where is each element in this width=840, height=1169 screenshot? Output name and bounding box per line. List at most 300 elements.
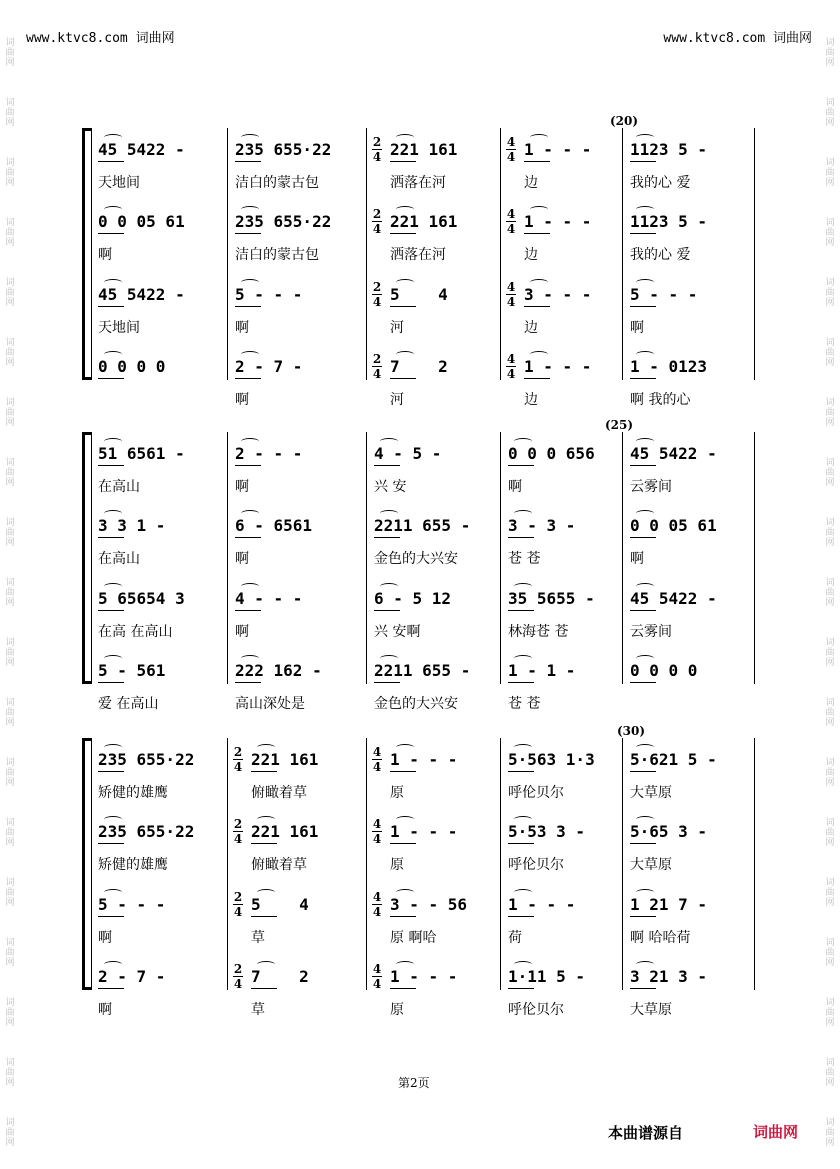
time-signature-bottom: 4 xyxy=(506,367,516,381)
time-signature-bottom: 4 xyxy=(372,905,382,919)
watermark-glyph: 词 曲 网 xyxy=(825,98,835,128)
lyric-text: 呼伦贝尔 xyxy=(508,1002,564,1018)
system-start-line xyxy=(91,432,92,684)
lyric-text: 矫健的雄鹰 xyxy=(98,857,168,873)
watermark-strip-right xyxy=(822,0,838,1169)
beam-underline xyxy=(630,843,656,844)
time-signature xyxy=(506,281,516,308)
lyric-text: 啊 xyxy=(235,624,249,640)
note-measure: 6 - 6561 xyxy=(235,516,313,535)
lyric-text: 高山深处是 xyxy=(235,696,305,712)
watermark-glyph: 词 曲 网 xyxy=(5,98,15,128)
time-signature xyxy=(506,208,516,235)
slur-mark xyxy=(241,134,259,141)
barline xyxy=(622,738,623,990)
barline xyxy=(754,738,755,990)
slur-mark xyxy=(104,583,122,590)
time-signature xyxy=(372,281,382,308)
note-measure: 45 5422 - xyxy=(98,140,185,159)
beam-underline xyxy=(390,843,416,844)
beam-underline xyxy=(390,233,416,234)
lyric-text: 啊 xyxy=(508,479,522,495)
lyric-text: 啊 xyxy=(235,551,249,567)
slur-mark xyxy=(636,351,654,358)
slur-mark xyxy=(380,655,398,662)
lyric-text: 矫健的雄鹰 xyxy=(98,785,168,801)
time-signature-bottom: 4 xyxy=(233,905,243,919)
note-measure: 5 - - - xyxy=(98,895,166,914)
time-signature-top: 2 xyxy=(233,745,243,759)
note-measure: 3 - - - xyxy=(524,285,592,304)
watermark-glyph: 词 曲 网 xyxy=(5,218,15,248)
time-signature-top: 4 xyxy=(372,817,382,831)
time-signature-top: 2 xyxy=(233,890,243,904)
beam-underline xyxy=(524,378,550,379)
lyric-text: 洁白的蒙古包 xyxy=(235,247,319,263)
slur-mark xyxy=(636,206,654,213)
slur-mark xyxy=(396,134,414,141)
time-signature-bottom: 4 xyxy=(372,977,382,991)
source-label: 本曲谱源自 xyxy=(608,1124,684,1142)
lyric-text: 在高山 xyxy=(98,479,140,495)
time-signature-bottom: 4 xyxy=(506,295,516,309)
beam-underline xyxy=(235,233,261,234)
beam-underline xyxy=(630,306,656,307)
beam-underline xyxy=(235,161,261,162)
slur-mark xyxy=(104,134,122,141)
lyric-text: 兴 安 xyxy=(374,479,407,495)
lyric-text: 啊 xyxy=(235,479,249,495)
watermark-glyph: 词 曲 网 xyxy=(5,998,15,1028)
lyric-text: 河 xyxy=(390,320,404,336)
slur-mark xyxy=(380,583,398,590)
slur-mark xyxy=(396,744,414,751)
slur-mark xyxy=(104,279,122,286)
note-measure: 3 3 1 - xyxy=(98,516,166,535)
beam-underline xyxy=(508,537,534,538)
barline xyxy=(754,128,755,380)
system-start-line xyxy=(91,738,92,990)
barline xyxy=(500,128,501,380)
barline xyxy=(366,128,367,380)
watermark-glyph: 词 曲 网 xyxy=(825,278,835,308)
beam-underline xyxy=(98,233,124,234)
note-measure: 235 655·22 xyxy=(235,140,332,159)
note-measure: 1·11 5 - xyxy=(508,967,586,986)
slur-mark xyxy=(396,889,414,896)
beam-underline xyxy=(390,916,416,917)
slur-mark xyxy=(396,279,414,286)
watermark-glyph: 词 曲 网 xyxy=(825,998,835,1028)
lyric-text: 啊 xyxy=(98,247,112,263)
time-signature-top: 2 xyxy=(372,352,382,366)
time-signature-top: 2 xyxy=(372,280,382,294)
note-measure: 7 2 xyxy=(251,967,309,986)
beam-underline xyxy=(630,161,656,162)
time-signature-top: 2 xyxy=(233,962,243,976)
watermark-glyph: 词 曲 网 xyxy=(5,818,15,848)
lyric-text: 洁白的蒙古包 xyxy=(235,175,319,191)
lyric-text: 啊 xyxy=(235,392,249,408)
note-measure: 0 0 05 61 xyxy=(98,212,185,231)
lyric-text: 林海苍 苍 xyxy=(508,624,569,640)
time-signature-bottom: 4 xyxy=(372,295,382,309)
time-signature xyxy=(506,136,516,163)
slur-mark xyxy=(104,655,122,662)
slur-mark xyxy=(257,816,275,823)
beam-underline xyxy=(508,610,534,611)
beam-underline xyxy=(630,378,656,379)
time-signature-bottom: 4 xyxy=(372,832,382,846)
slur-mark xyxy=(104,351,122,358)
system-bracket xyxy=(82,128,91,380)
system-start-line xyxy=(91,128,92,380)
time-signature-bottom: 4 xyxy=(372,760,382,774)
watermark-glyph: 词 曲 网 xyxy=(5,758,15,788)
beam-underline xyxy=(390,161,416,162)
note-measure: 1 - - - xyxy=(524,212,592,231)
lyric-text: 天地间 xyxy=(98,175,140,191)
beam-underline xyxy=(235,682,261,683)
note-measure: 222 162 - xyxy=(235,661,322,680)
note-measure: 2211 655 - xyxy=(374,516,471,535)
slur-mark xyxy=(636,583,654,590)
score-system xyxy=(82,738,754,1018)
note-measure: 5·563 1·3 xyxy=(508,750,595,769)
lyric-text: 天地间 xyxy=(98,320,140,336)
lyric-text: 呼伦贝尔 xyxy=(508,785,564,801)
slur-mark xyxy=(396,816,414,823)
slur-mark xyxy=(104,816,122,823)
lyric-text: 俯瞰着草 xyxy=(251,785,307,801)
slur-mark xyxy=(104,438,122,445)
beam-underline xyxy=(508,843,534,844)
watermark-glyph: 词 曲 网 xyxy=(5,278,15,308)
watermark-glyph: 词 曲 网 xyxy=(5,338,15,368)
slur-mark xyxy=(241,206,259,213)
score-system xyxy=(82,432,754,712)
beam-underline xyxy=(390,378,416,379)
beam-underline xyxy=(374,465,400,466)
beam-underline xyxy=(508,916,534,917)
note-measure: 0 0 0 656 xyxy=(508,444,595,463)
barline xyxy=(366,738,367,990)
watermark-glyph: 词 曲 网 xyxy=(825,38,835,68)
watermark-glyph: 词 曲 网 xyxy=(825,698,835,728)
slur-mark xyxy=(257,889,275,896)
note-measure: 5·621 5 - xyxy=(630,750,717,769)
slur-mark xyxy=(514,816,532,823)
slur-mark xyxy=(636,744,654,751)
note-measure: 45 5422 - xyxy=(630,444,717,463)
beam-underline xyxy=(630,916,656,917)
note-measure: 7 2 xyxy=(390,357,448,376)
slur-mark xyxy=(104,510,122,517)
watermark-glyph: 词 曲 网 xyxy=(825,758,835,788)
site-header-left[interactable]: www.ktvc8.com 词曲网 xyxy=(26,31,175,46)
note-measure: 1 - - - xyxy=(390,750,458,769)
note-measure: 1123 5 - xyxy=(630,212,708,231)
site-header-right[interactable]: www.ktvc8.com 词曲网 xyxy=(663,31,812,46)
lyric-text: 草 xyxy=(251,930,265,946)
watermark-glyph: 词 曲 网 xyxy=(825,938,835,968)
note-measure: 1 - 1 - xyxy=(508,661,576,680)
beam-underline xyxy=(630,233,656,234)
beam-underline xyxy=(374,682,400,683)
slur-mark xyxy=(636,889,654,896)
watermark-glyph: 词 曲 网 xyxy=(825,398,835,428)
note-measure: 235 655·22 xyxy=(235,212,332,231)
note-measure: 0 0 0 0 xyxy=(630,661,698,680)
slur-mark xyxy=(257,744,275,751)
slur-mark xyxy=(514,961,532,968)
beam-underline xyxy=(508,771,534,772)
beam-underline xyxy=(235,465,261,466)
watermark-glyph: 词 曲 网 xyxy=(825,578,835,608)
lyric-text: 河 xyxy=(390,392,404,408)
slur-mark xyxy=(530,279,548,286)
lyric-text: 云雾间 xyxy=(630,479,672,495)
time-signature-top: 4 xyxy=(506,352,516,366)
note-measure: 1 - - - xyxy=(524,140,592,159)
slur-mark xyxy=(530,206,548,213)
beam-underline xyxy=(98,682,124,683)
slur-mark xyxy=(530,134,548,141)
note-measure: 5·65 3 - xyxy=(630,822,708,841)
note-measure: 2 - 7 - xyxy=(98,967,166,986)
slur-mark xyxy=(104,206,122,213)
beam-underline xyxy=(251,771,277,772)
slur-mark xyxy=(636,655,654,662)
time-signature xyxy=(233,818,243,845)
beam-underline xyxy=(630,988,656,989)
time-signature xyxy=(233,746,243,773)
lyric-text: 在高山 xyxy=(98,551,140,567)
beam-underline xyxy=(508,465,534,466)
time-signature-top: 4 xyxy=(372,890,382,904)
page-number: 第2页 xyxy=(398,1076,430,1090)
watermark-glyph: 词 曲 网 xyxy=(825,638,835,668)
slur-mark xyxy=(241,655,259,662)
measure-number: (25) xyxy=(605,418,634,432)
slur-mark xyxy=(636,134,654,141)
note-measure: 2 - 7 - xyxy=(235,357,303,376)
time-signature-bottom: 4 xyxy=(233,832,243,846)
slur-mark xyxy=(241,351,259,358)
time-signature xyxy=(372,353,382,380)
time-signature xyxy=(233,963,243,990)
lyric-text: 草 xyxy=(251,1002,265,1018)
lyric-text: 啊 xyxy=(98,1002,112,1018)
note-measure: 3 21 3 - xyxy=(630,967,708,986)
time-signature xyxy=(233,891,243,918)
lyric-text: 大草原 xyxy=(630,785,672,801)
lyric-text: 洒落在河 xyxy=(390,175,446,191)
note-measure: 5·53 3 - xyxy=(508,822,586,841)
note-measure: 45 5422 - xyxy=(630,589,717,608)
beam-underline xyxy=(374,610,400,611)
note-measure: 3 - 3 - xyxy=(508,516,576,535)
barline xyxy=(227,432,228,684)
slur-mark xyxy=(104,961,122,968)
beam-underline xyxy=(630,682,656,683)
note-measure: 4 - - - xyxy=(235,589,303,608)
score-system xyxy=(82,128,754,408)
note-measure: 45 5422 - xyxy=(98,285,185,304)
slur-mark xyxy=(514,889,532,896)
beam-underline xyxy=(390,988,416,989)
slur-mark xyxy=(241,279,259,286)
note-measure: 5 - 561 xyxy=(98,661,166,680)
time-signature xyxy=(372,136,382,163)
slur-mark xyxy=(514,744,532,751)
slur-mark xyxy=(380,510,398,517)
lyric-text: 原 xyxy=(390,857,404,873)
lyric-text: 荷 xyxy=(508,930,522,946)
beam-underline xyxy=(98,378,124,379)
note-measure: 1 - - - xyxy=(524,357,592,376)
watermark-glyph: 词 曲 网 xyxy=(825,338,835,368)
time-signature-bottom: 4 xyxy=(233,977,243,991)
beam-underline xyxy=(630,465,656,466)
note-measure: 4 - 5 - xyxy=(374,444,442,463)
watermark-glyph: 词 曲 网 xyxy=(5,398,15,428)
beam-underline xyxy=(251,988,277,989)
slur-mark xyxy=(104,889,122,896)
time-signature xyxy=(372,891,382,918)
slur-mark xyxy=(241,583,259,590)
beam-underline xyxy=(98,988,124,989)
lyric-text: 洒落在河 xyxy=(390,247,446,263)
watermark-glyph: 词 曲 网 xyxy=(5,458,15,488)
time-signature xyxy=(372,208,382,235)
beam-underline xyxy=(235,610,261,611)
note-measure: 6 - 5 12 xyxy=(374,589,452,608)
watermark-glyph: 词 曲 网 xyxy=(825,218,835,248)
lyric-text: 大草原 xyxy=(630,857,672,873)
watermark-glyph: 词 曲 网 xyxy=(5,638,15,668)
slur-mark xyxy=(380,438,398,445)
beam-underline xyxy=(630,610,656,611)
note-measure: 1 - - - xyxy=(390,822,458,841)
lyric-text: 苍 苍 xyxy=(508,551,541,567)
barline xyxy=(500,738,501,990)
beam-underline xyxy=(390,306,416,307)
time-signature-top: 4 xyxy=(372,962,382,976)
time-signature-bottom: 4 xyxy=(372,150,382,164)
time-signature-top: 4 xyxy=(506,135,516,149)
lyric-text: 云雾间 xyxy=(630,624,672,640)
note-measure: 5 4 xyxy=(390,285,448,304)
beam-underline xyxy=(630,771,656,772)
lyric-text: 大草原 xyxy=(630,1002,672,1018)
time-signature xyxy=(506,353,516,380)
note-measure: 2 - - - xyxy=(235,444,303,463)
watermark-glyph: 词 曲 网 xyxy=(5,518,15,548)
lyric-text: 原 啊哈 xyxy=(390,930,437,946)
slur-mark xyxy=(636,816,654,823)
time-signature-top: 4 xyxy=(506,207,516,221)
watermark-glyph: 词 曲 网 xyxy=(5,938,15,968)
lyric-text: 原 xyxy=(390,785,404,801)
system-bracket xyxy=(82,432,91,684)
time-signature xyxy=(372,746,382,773)
note-measure: 5 - - - xyxy=(630,285,698,304)
beam-underline xyxy=(98,306,124,307)
lyric-text: 边 xyxy=(524,175,538,191)
beam-underline xyxy=(98,771,124,772)
beam-underline xyxy=(98,465,124,466)
beam-underline xyxy=(524,233,550,234)
brand-logo[interactable]: 词曲网 xyxy=(753,1123,799,1141)
watermark-glyph: 词 曲 网 xyxy=(825,878,835,908)
lyric-text: 我的心 爱 xyxy=(630,175,691,191)
beam-underline xyxy=(508,988,534,989)
time-signature-top: 2 xyxy=(372,135,382,149)
measure-number: (30) xyxy=(617,724,646,738)
watermark-strip-left xyxy=(2,0,18,1169)
slur-mark xyxy=(104,744,122,751)
slur-mark xyxy=(396,961,414,968)
watermark-glyph: 词 曲 网 xyxy=(825,818,835,848)
slur-mark xyxy=(396,206,414,213)
measure-number: (20) xyxy=(610,114,639,128)
slur-mark xyxy=(241,438,259,445)
note-measure: 2211 655 - xyxy=(374,661,471,680)
slur-mark xyxy=(514,655,532,662)
slur-mark xyxy=(530,351,548,358)
slur-mark xyxy=(636,438,654,445)
lyric-text: 金色的大兴安 xyxy=(374,551,458,567)
barline xyxy=(500,432,501,684)
note-measure: 221 161 xyxy=(390,212,458,231)
lyric-text: 在高 在高山 xyxy=(98,624,173,640)
note-measure: 1 21 7 - xyxy=(630,895,708,914)
watermark-glyph: 词 曲 网 xyxy=(5,578,15,608)
note-measure: 1 - - - xyxy=(390,967,458,986)
watermark-glyph: 词 曲 网 xyxy=(825,1118,835,1148)
note-measure: 235 655·22 xyxy=(98,822,195,841)
note-measure: 35 5655 - xyxy=(508,589,595,608)
beam-underline xyxy=(390,771,416,772)
slur-mark xyxy=(636,961,654,968)
note-measure: 221 161 xyxy=(390,140,458,159)
beam-underline xyxy=(374,537,400,538)
time-signature-bottom: 4 xyxy=(372,367,382,381)
watermark-glyph: 词 曲 网 xyxy=(5,158,15,188)
beam-underline xyxy=(251,843,277,844)
note-measure: 221 161 xyxy=(251,822,319,841)
beam-underline xyxy=(524,306,550,307)
beam-underline xyxy=(235,378,261,379)
lyric-text: 兴 安啊 xyxy=(374,624,421,640)
slur-mark xyxy=(396,351,414,358)
beam-underline xyxy=(98,610,124,611)
barline xyxy=(227,738,228,990)
lyric-text: 原 xyxy=(390,1002,404,1018)
lyric-text: 边 xyxy=(524,320,538,336)
time-signature-top: 2 xyxy=(372,207,382,221)
note-measure: 5 - - - xyxy=(235,285,303,304)
barline xyxy=(622,432,623,684)
note-measure: 0 0 0 0 xyxy=(98,357,166,376)
barline xyxy=(227,128,228,380)
watermark-glyph: 词 曲 网 xyxy=(825,1058,835,1088)
note-measure: 1 - - - xyxy=(508,895,576,914)
lyric-text: 啊 xyxy=(630,551,644,567)
slur-mark xyxy=(636,279,654,286)
lyric-text: 呼伦贝尔 xyxy=(508,857,564,873)
